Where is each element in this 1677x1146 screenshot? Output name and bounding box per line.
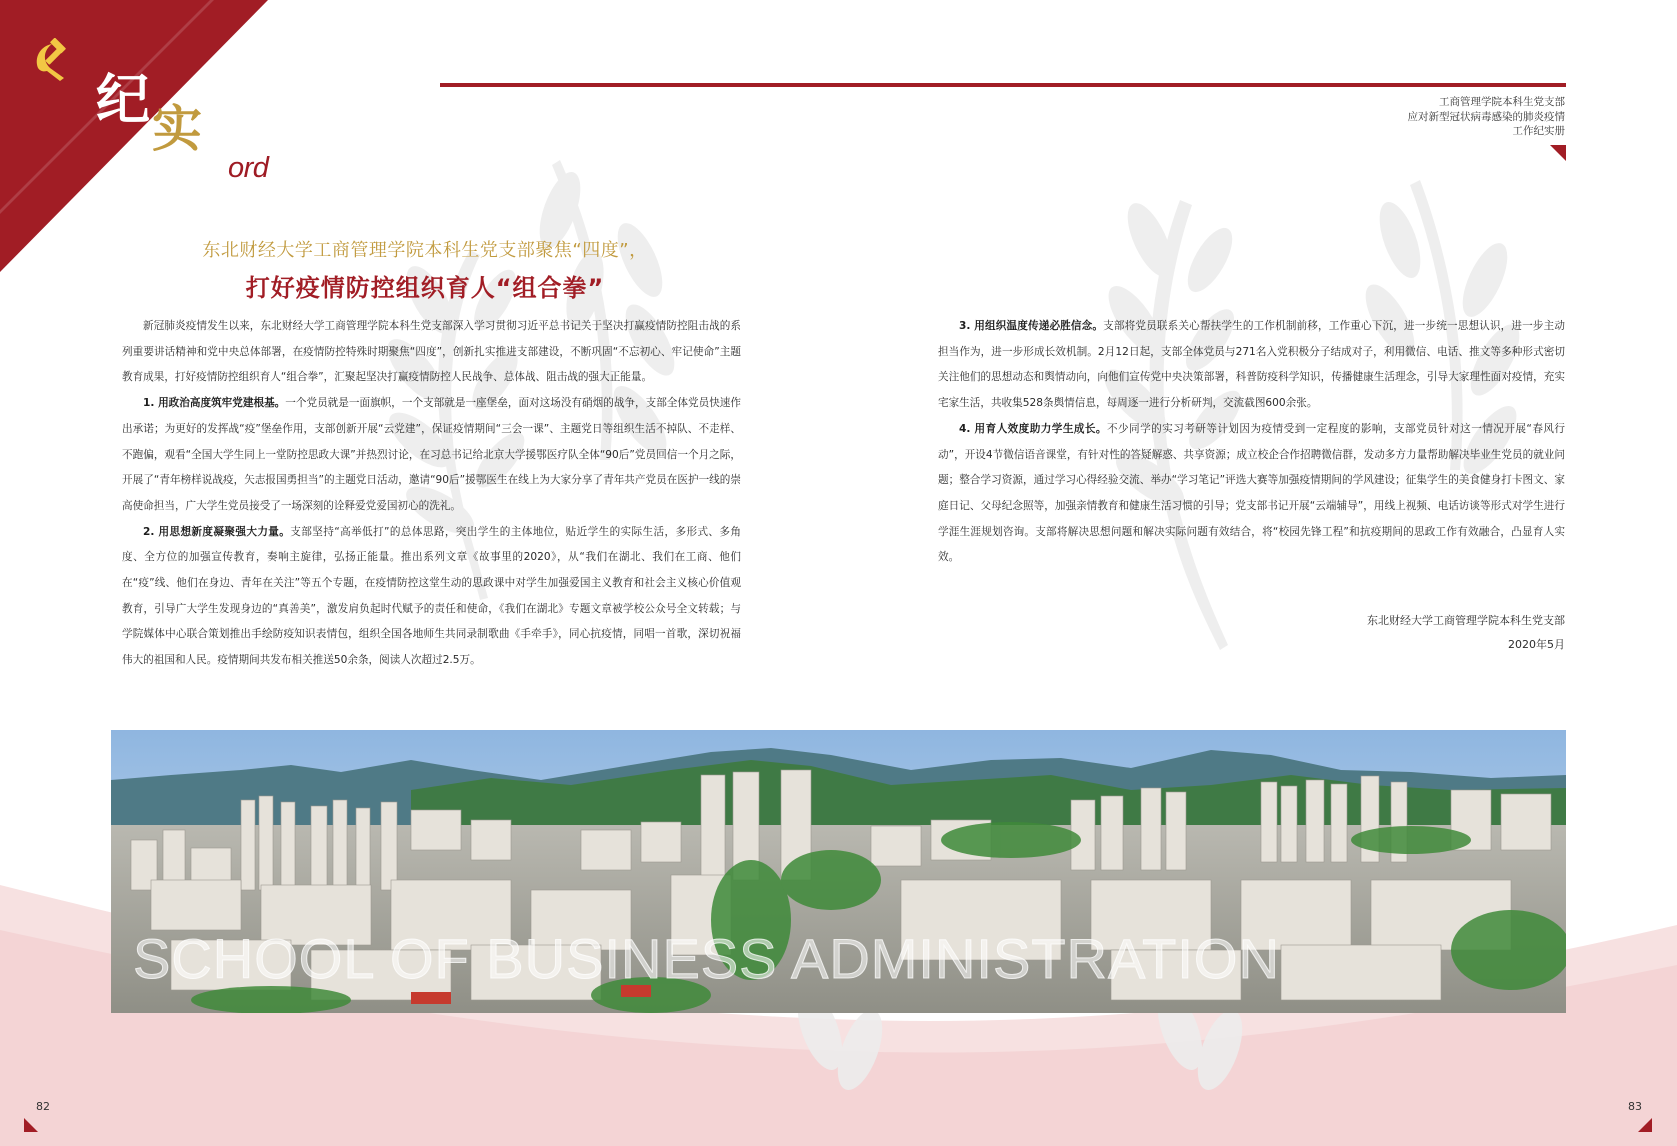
section-title-english-lead: Work rec xyxy=(116,152,228,184)
running-header-line-2: 应对新型冠状病毒感染的肺炎疫情 xyxy=(1407,110,1565,123)
header-rule xyxy=(440,83,1566,87)
paragraph-1-heading: 1. 用政治高度筑牢党建根基。 xyxy=(143,397,286,410)
photo-watermark-text: SCHOOL OF BUSINESS ADMINISTRATION xyxy=(133,927,1280,990)
party-emblem-icon xyxy=(30,38,74,82)
running-header xyxy=(1408,95,1566,139)
running-header-line-3: 工作纪实册 xyxy=(1512,125,1565,137)
body-column-right xyxy=(938,314,1565,571)
city-panorama-photo xyxy=(111,730,1566,1013)
paragraph-3-text: 支部将党员联系关心帮扶学生的工作机制前移，工作重心下沉，进一步统一思想认识，进一步主动担当作为，进一步形成长效机制。2月12日起，支部全体党员与271名入党积极分子结成对子，利用微信、电话、推文等多种形式密切关注他们的思想动态和舆情动向，向他们宣传党中央决策部署，科普防疫科学知识，传播健康生活理念，引导大家理性面对疫情，充实宅家生活，共收集528条舆情信息，每周逐一进行分析研判，交流截图600余张。 xyxy=(938,320,1565,410)
page-number-right: 83 xyxy=(1628,1100,1642,1113)
paragraph-2 xyxy=(122,520,741,674)
section-title-english xyxy=(116,152,268,185)
running-header-line-1: 工商管理学院本科生党支部 xyxy=(1439,96,1565,108)
body-column-left xyxy=(122,314,741,674)
corner-triangle-icon xyxy=(1550,145,1566,161)
page-number-left: 82 xyxy=(36,1100,50,1113)
paragraph-4 xyxy=(938,417,1565,571)
paragraph-1-text: 一个党员就是一面旗帜，一个支部就是一座堡垒，面对这场没有硝烟的战争，支部全体党员快速作出承诺；为更好的发挥战“疫”堡垒作用，支部创新开展“云党建”，保证疫情期间“三会一课”、主题党日等组织生活不掉队、不走样、不跑偏，观看“全国大学生同上一堂防控思政大课”并热烈讨论，在习总书记给北京大学援鄂医疗队全体“90后”党员回信一个月之际，开展了“青年榜样说战疫，矢志报国勇担当”的主题党日活动，邀请“90后”援鄂医生在线上为大家分享了青年共产党员在医护一线的崇高使命担当，广大学生党员接受了一场深刻的诠释爱党爱国初心的洗礼。 xyxy=(122,397,741,512)
intro-paragraph: 新冠肺炎疫情发生以来，东北财经大学工商管理学院本科生党支部深入学习贯彻习近平总书记关于坚决打赢疫情防控阻击战的系列重要讲话精神和党中央总体部署，在疫情防控特殊时期聚焦“四度”，创新扎实推进支部建设，不断巩固“不忘初心、牢记使命”主题教育成果，打好疫情防控组织育人“组合拳”，汇聚起坚决打赢疫情防控人民战争、总体战、阻击战的强大正能量。 xyxy=(122,320,741,384)
corner-triangle-left-icon xyxy=(24,1118,38,1132)
paragraph-4-heading: 4. 用育人效度助力学生成长。 xyxy=(959,422,1107,435)
section-title-char-1: 纪 xyxy=(96,67,150,131)
article-headline xyxy=(170,236,680,303)
paragraph-3 xyxy=(938,314,1565,417)
section-title-char-2: 实 xyxy=(152,99,202,158)
corner-triangle-right-icon xyxy=(1638,1118,1652,1132)
signature-org: 东北财经大学工商管理学院本科生党支部 xyxy=(1367,614,1565,627)
signature-date: 2020年5月 xyxy=(1508,638,1565,651)
headline-line-2: 打好疫情防控组织育人“组合拳” xyxy=(245,274,605,302)
paragraph-4-text: 不少同学的实习考研等计划因为疫情受到一定程度的影响，支部党员针对这一情况开展“春风行动”，开设4节微信语音课堂，有针对性的答疑解惑、共享资源；成立校企合作招聘微信群，发动多方力量帮助解决毕业生党员的就业问题；整合学习资源，通过学习心得经验交流、举办“学习笔记”评选大赛等加强疫情期间的学风建设；征集学生的美食健身打卡图文、家庭日记、父母纪念照等，加强亲情教育和健康生活习惯的引导；党支部书记开展“云端辅导”，用线上视频、电话访谈等形式对学生进行学涯生涯规划咨询。支部将解决思想问题和解决实际问题有效结合，将“校园先锋工程”和抗疫期间的思政工作有效融合，凸显育人实效。 xyxy=(938,422,1565,564)
headline-line-1: 东北财经大学工商管理学院本科生党支部聚焦“四度”， xyxy=(202,240,648,261)
paragraph-3-heading: 3. 用组织温度传递必胜信念。 xyxy=(959,320,1104,332)
paragraph-1 xyxy=(122,391,741,520)
signature-block xyxy=(1367,609,1565,657)
section-title-english-tail: ord xyxy=(228,152,269,184)
paragraph-2-heading: 2. 用思想新度凝聚强大力量。 xyxy=(143,525,291,538)
paragraph-2-text: 支部坚持“高举低打”的总体思路，突出学生的主体地位，贴近学生的实际生活，多形式、多角度、全方位的加强宣传教育，奏响主旋律，弘扬正能量。推出系列文章《故事里的2020》，从“我们在湖北、我们在工商、他们在“疫”线、他们在身边、青年在关注”等五个专题，在疫情防控这堂生动的思政课中对学生加强爱国主义教育和社会主义核心价值观教育，引导广大学生发现身边的“真善美”，激发肩负起时代赋予的责任和使命，《我们在湖北》专题文章被学校公众号全文转载；与学院媒体中心联合策划推出手绘防疫知识表情包，组织全国各地师生共同录制歌曲《手牵手》，同心抗疫情，同唱一首歌，深切祝福伟大的祖国和人民。疫情期间共发布相关推送50余条，阅读人次超过2.5万。 xyxy=(122,525,741,667)
